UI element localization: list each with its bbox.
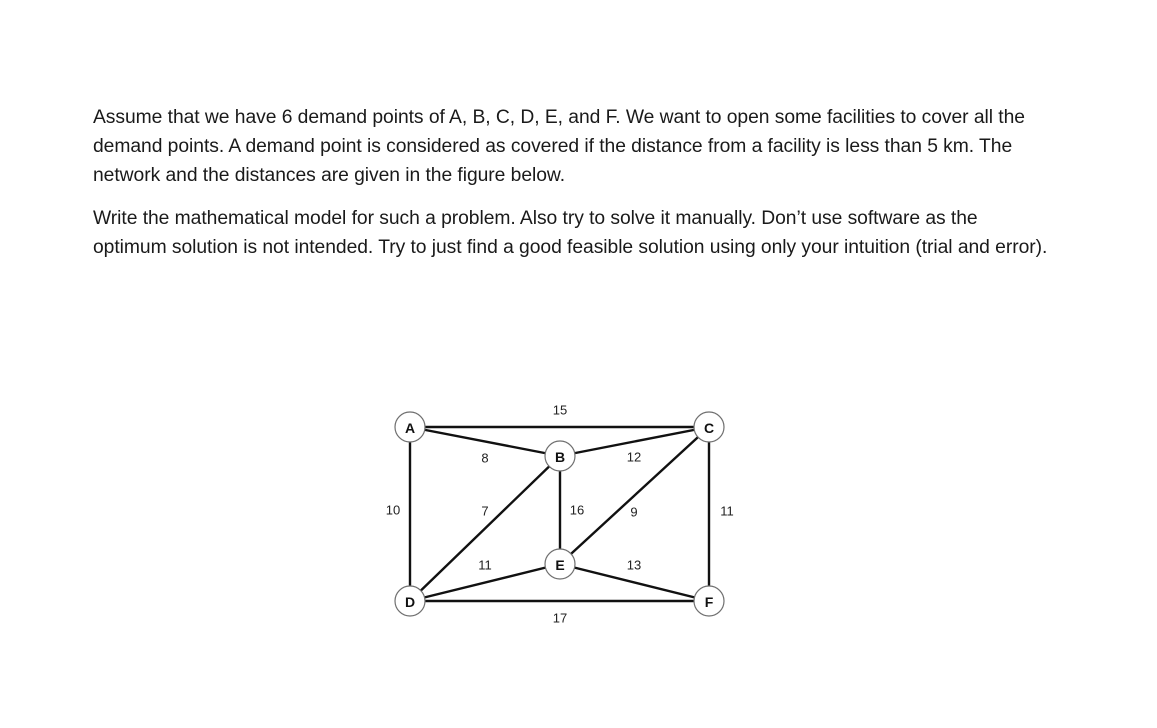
paragraph-task-instructions: Write the mathematical model for such a problem. Also try to solve it manually. Don’t use software as the optimum solution is not intended. Try to just find a good feasible solution using only your intuition (trial and error). bbox=[93, 208, 1048, 259]
paragraph-problem-description: Assume that we have 6 demand points of A, B, C, D, E, and F. We want to open some facilities to cover all the demand points. A demand point is considered as covered if the distance from a facility is less than 5 km. The network and the distances are given in the figure below. bbox=[93, 107, 1025, 186]
node-a bbox=[395, 412, 425, 442]
problem-statement bbox=[93, 104, 1053, 263]
node-label-e: E bbox=[555, 557, 565, 573]
node-label-f: F bbox=[704, 594, 714, 610]
node-label-c: C bbox=[703, 420, 715, 436]
edge-label-d-e: 11 bbox=[478, 557, 492, 573]
edge-label-a-d: 10 bbox=[385, 502, 401, 518]
edge-label-d-f: 17 bbox=[552, 610, 568, 626]
edge-label-c-f: 11 bbox=[720, 503, 734, 519]
edge-label-e-f: 13 bbox=[626, 557, 642, 573]
edge-c-e bbox=[560, 427, 709, 564]
node-label-a: A bbox=[404, 420, 416, 436]
edge-label-b-d: 7 bbox=[481, 503, 489, 519]
node-c bbox=[694, 412, 724, 442]
edge-label-a-c: 15 bbox=[552, 402, 568, 418]
node-f bbox=[694, 586, 724, 616]
network-figure bbox=[372, 392, 752, 632]
edge-label-a-b: 8 bbox=[481, 450, 489, 466]
network-diagram bbox=[372, 392, 752, 632]
node-label-b: B bbox=[554, 449, 566, 465]
edge-label-b-e: 16 bbox=[569, 502, 585, 518]
edge-label-c-e: 9 bbox=[630, 504, 638, 520]
node-b bbox=[545, 441, 575, 471]
node-e bbox=[545, 549, 575, 579]
edge-b-d bbox=[410, 456, 560, 601]
node-d bbox=[395, 586, 425, 616]
edge-label-b-c: 12 bbox=[626, 449, 642, 465]
node-label-d: D bbox=[404, 594, 416, 610]
